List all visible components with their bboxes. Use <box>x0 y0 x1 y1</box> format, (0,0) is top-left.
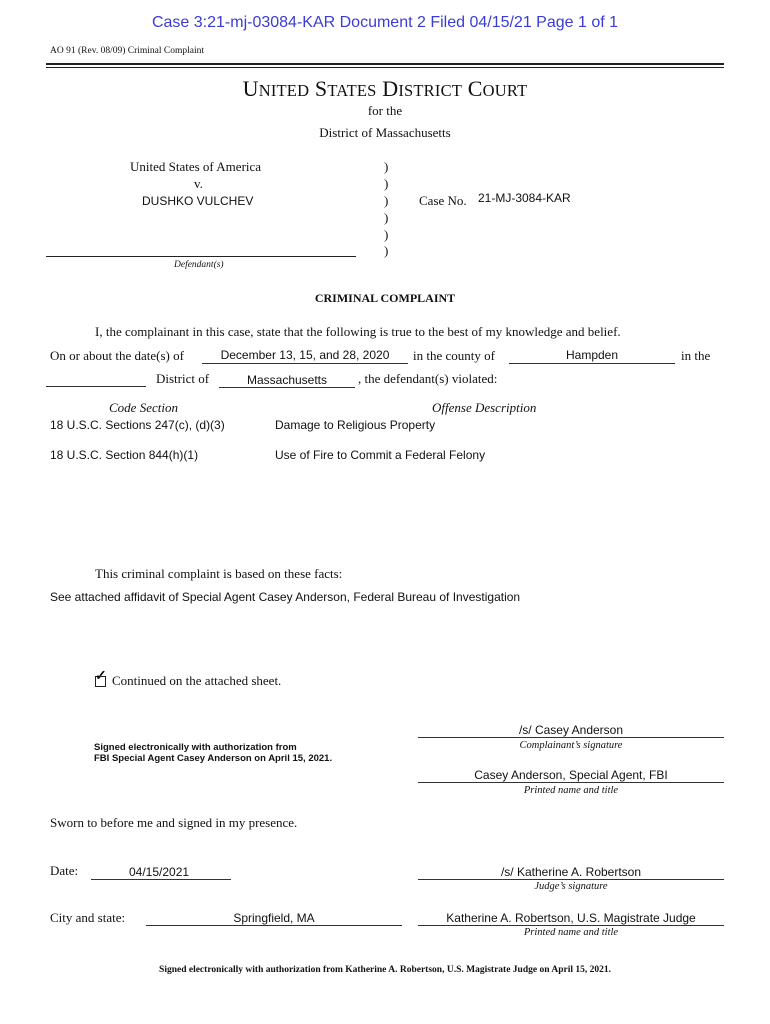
district-name: District of Massachusetts <box>319 125 451 140</box>
caption-paren-3: ) <box>384 193 389 208</box>
district-value: Massachusetts <box>219 373 355 388</box>
plaintiff-name: United States of America <box>130 159 262 174</box>
date-label: Date: <box>50 863 79 878</box>
offense-description: Use of Fire to Commit a Federal Felony <box>275 448 486 462</box>
case-number: 21-MJ-3084-KAR <box>478 191 571 205</box>
caption-paren-5: ) <box>384 227 389 242</box>
complaint-intro: I, the complainant in this case, state that the following is true to the best of my knowledge and belief. <box>95 324 621 339</box>
county-prefix: in the county of <box>413 348 495 363</box>
date-value <box>91 865 231 880</box>
offense-code: 18 U.S.C. Sections 247(c), (d)(3) <box>50 418 225 432</box>
defendant-name: DUSHKO VULCHEV <box>142 194 254 208</box>
court-title <box>0 76 770 102</box>
code-section-header: Code Section <box>109 400 178 415</box>
caption-paren-4: ) <box>384 210 389 225</box>
city-state-value: Springfield, MA <box>146 911 402 926</box>
footer-note: Signed electronically with authorization from Katherine A. Robertson, U.S. Magistrate Judge on April 15, 2021. <box>159 965 611 975</box>
court-title-tates: TATES <box>327 81 377 100</box>
defendant-label: Defendant(s) <box>174 260 224 270</box>
date-prefix: On or about the date(s) of <box>50 348 184 363</box>
facts-intro: This criminal complaint is based on these facts: <box>95 566 343 581</box>
check-icon: ✓ <box>95 669 107 684</box>
case-stamp: Case 3:21-mj-03084-KAR Document 2 Filed 04/15/21 Page 1 of 1 <box>151 14 619 31</box>
district-of: District of <box>156 371 210 386</box>
versus: v. <box>194 176 203 191</box>
judge-printed-name: Katherine A. Robertson, U.S. Magistrate Judge <box>418 911 724 926</box>
for-the: for the <box>367 103 403 118</box>
county-value: Hampden <box>509 348 675 364</box>
violated-text: , the defendant(s) violated: <box>358 371 498 386</box>
court-title-c: C <box>467 76 483 101</box>
offense-description-header: Offense Description <box>432 400 537 415</box>
court-title-nited: NITED <box>258 81 310 100</box>
offense-description: Damage to Religious Property <box>275 418 436 432</box>
judge-signature-label: Judge’s signature <box>534 881 608 892</box>
complainant-signature: /s/ Casey Anderson <box>418 723 724 738</box>
header-rule-bottom <box>46 67 724 68</box>
court-title-s: S <box>314 76 328 101</box>
date-text: 04/15/2021 <box>129 865 190 879</box>
caption-paren-2: ) <box>384 176 389 191</box>
complainant-signature-label: Complainant’s signature <box>519 740 623 751</box>
complainant-note-line1: Signed electronically with authorization from <box>94 742 297 753</box>
court-title-u: U <box>242 76 259 101</box>
court-title-istrict: ISTRICT <box>398 81 463 100</box>
offense-code: 18 U.S.C. Section 844(h)(1) <box>50 448 199 462</box>
court-title-d: D <box>382 76 399 101</box>
facts-text: See attached affidavit of Special Agent Casey Anderson, Federal Bureau of Investigation <box>50 590 521 604</box>
district-prefix-blank <box>46 372 146 387</box>
continued-text: Continued on the attached sheet. <box>112 673 282 688</box>
case-no-label: Case No. <box>419 193 467 208</box>
complainant-note-line2: FBI Special Agent Casey Anderson on April 15, 2021. <box>94 753 333 764</box>
city-state-label: City and state: <box>50 910 126 925</box>
judge-printed-label: Printed name and title <box>523 927 619 938</box>
judge-signature: /s/ Katherine A. Robertson <box>418 865 724 880</box>
form-identifier: AO 91 (Rev. 08/09) Criminal Complaint <box>50 46 205 56</box>
caption-paren-6: ) <box>384 243 389 258</box>
offense-dates: December 13, 15, and 28, 2020 <box>202 348 408 364</box>
court-title-ourt: OURT <box>482 81 528 100</box>
defendant-line <box>46 256 356 257</box>
in-the: in the <box>681 348 711 363</box>
complainant-printed-label: Printed name and title <box>523 785 619 796</box>
header-rule-top <box>46 63 724 65</box>
sworn-statement: Sworn to before me and signed in my presence. <box>50 815 298 830</box>
complaint-heading: CRIMINAL COMPLAINT <box>314 291 456 305</box>
caption-paren-1: ) <box>384 159 389 174</box>
complainant-printed-name: Casey Anderson, Special Agent, FBI <box>418 768 724 783</box>
